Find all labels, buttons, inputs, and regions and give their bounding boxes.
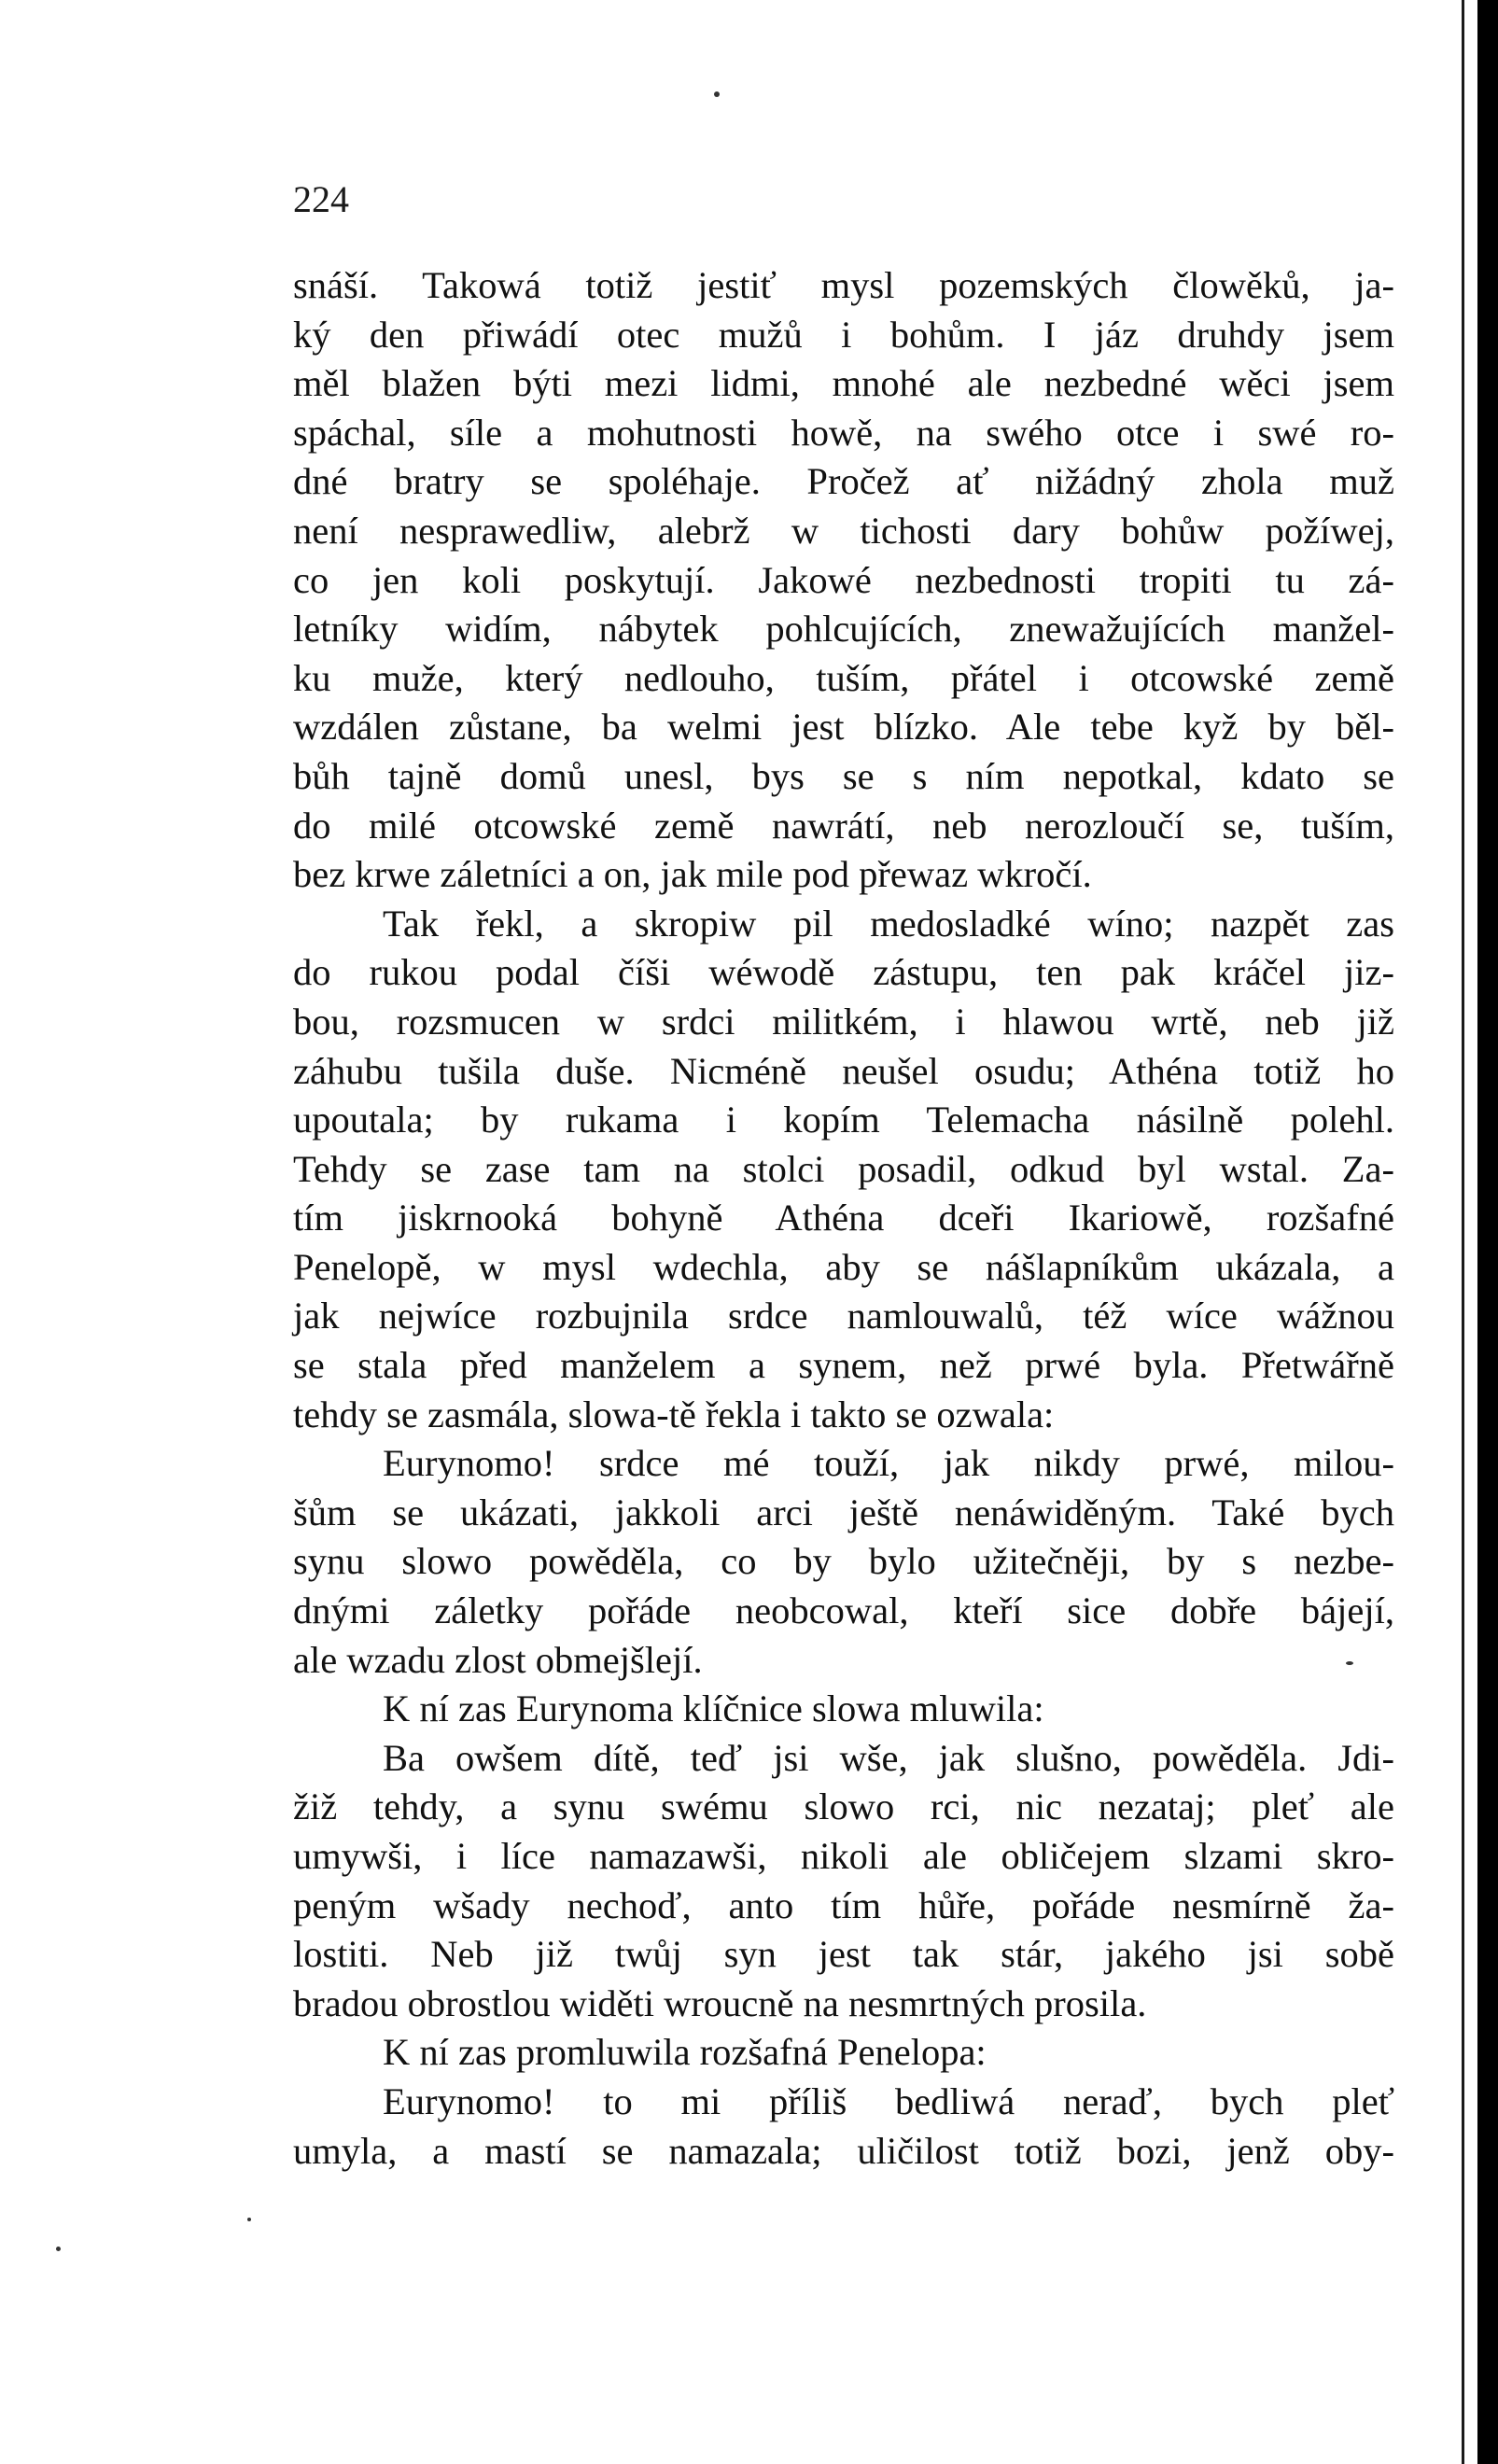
- text-line: se stala před manželem a synem, než prwé byla. Přetwářně: [293, 1344, 1394, 1387]
- text-line: bůh tajně domů unesl, bys se s ním nepotkal, kdato se: [293, 754, 1394, 797]
- text-line: lostiti. Neb již twůj syn jest tak stár, jakého jsi sobě: [293, 1933, 1394, 1976]
- text-line: bou, rozsmucen w srdci militkém, i hlawou wrtě, neb již: [293, 1000, 1394, 1043]
- text-line: wzdálen zůstane, ba welmi jest blízko. Ale tebe kyž by běl-: [293, 706, 1394, 749]
- text-line: Tak řekl, a skropiw pil medosladké wíno; nazpět zas: [383, 902, 1394, 945]
- scan-speck: [714, 91, 720, 97]
- text-line: tehdy se zasmála, slowa-tě řekla i takto se ozwala:: [293, 1393, 1055, 1435]
- text-line: dné bratry se spoléhaje. Pročež ať nižádný zhola muž: [293, 460, 1394, 503]
- text-line: K ní zas promluwila rozšafná Penelopa:: [383, 2031, 987, 2074]
- scan-black-border: [1477, 0, 1498, 2464]
- text-line: umywši, i líce namazawši, nikoli ale obličejem slzami skro-: [293, 1835, 1394, 1877]
- text-line: ku muže, který nedlouho, tuším, přátel i otcowské země: [293, 656, 1394, 699]
- text-line: není nesprawedliw, alebrž w tichosti dary bohůw požíwej,: [293, 509, 1394, 552]
- text-line: žiž tehdy, a synu swému slowo rci, nic nezataj; pleť ale: [293, 1785, 1394, 1828]
- text-line: tím jiskrnooká bohyně Athéna dceři Ikariowě, rozšafné: [293, 1197, 1394, 1239]
- scan-speck: [56, 2247, 61, 2251]
- text-line: Tehdy se zase tam na stolci posadil, odkud byl wstal. Za-: [293, 1147, 1394, 1190]
- body-text: [293, 261, 1394, 2176]
- text-line: co jen koli poskytují. Jakowé nezbednosti tropiti tu zá-: [293, 558, 1394, 601]
- text-line: Penelopě, w mysl wdechla, aby se nášlapníkům ukázala, a: [293, 1245, 1394, 1288]
- text-line: bez krwe záletníci a on, jak mile pod přewaz wkročí.: [293, 853, 1092, 896]
- text-line: jak nejwíce rozbujnila srdce namlouwalů, též wíce wážnou: [293, 1295, 1394, 1337]
- text-line: K ní zas Eurynoma klíčnice slowa mluwila:: [383, 1687, 1044, 1730]
- text-line: Eurynomo! srdce mé touží, jak nikdy prwé, milou-: [383, 1442, 1394, 1485]
- text-line: záhubu tušila duše. Nicméně neušel osudu; Athéna totiž ho: [293, 1049, 1394, 1092]
- text-line: upoutala; by rukama i kopím Telemacha násilně polehl.: [293, 1099, 1394, 1141]
- text-line: ký den přiwádí otec mužů i bohům. I jáz druhdy jsem: [293, 313, 1394, 356]
- text-line: Eurynomo! to mi příliš bedliwá neraď, bych pleť: [383, 2079, 1394, 2122]
- text-line: spáchal, síle a mohutnosti howě, na swého otce i swé ro-: [293, 411, 1394, 454]
- text-line: šům se ukázati, jakkoli arci ještě nenáwiděným. Také bych: [293, 1491, 1394, 1533]
- text-line: peným wšady nechoď, anto tím hůře, pořáde nesmírně ža-: [293, 1883, 1394, 1926]
- text-line: snáší. Takowá totiž jestiť mysl pozemských člowěků, ja-: [293, 264, 1394, 306]
- text-line: bradou obrostlou widěti wroucně na nesmrtných prosila.: [293, 1981, 1147, 2024]
- text-line: do milé otcowské země nawrátí, neb nerozloučí se, tuším,: [293, 804, 1394, 847]
- text-line: do rukou podal číši wéwodě zástupu, ten pak kráčel jiz-: [293, 951, 1394, 994]
- text-line: synu slowo powěděla, co by bylo užitečněji, by s nezbe-: [293, 1540, 1394, 1583]
- text-line: umyla, a mastí se namazala; uličilost totiž bozi, jenž oby-: [293, 2129, 1394, 2172]
- text-line: Ba owšem dítě, teď jsi wše, jak slušno, powěděla. Jdi-: [383, 1736, 1394, 1779]
- text-line: ale wzadu zlost obmejšlejí.: [293, 1638, 703, 1681]
- scan-speck: [247, 2218, 251, 2221]
- text-line: letníky widím, nábytek pohlcujících, znewažujících manžel-: [293, 608, 1394, 651]
- text-line: dnými záletky pořáde neobcowal, kteří sice dobře bájejí,: [293, 1589, 1394, 1632]
- text-line: měl blažen býti mezi lidmi, mnohé ale nezbedné wěci jsem: [293, 362, 1394, 405]
- scan-border-line: [1462, 0, 1464, 2464]
- page-number: 224: [293, 178, 349, 220]
